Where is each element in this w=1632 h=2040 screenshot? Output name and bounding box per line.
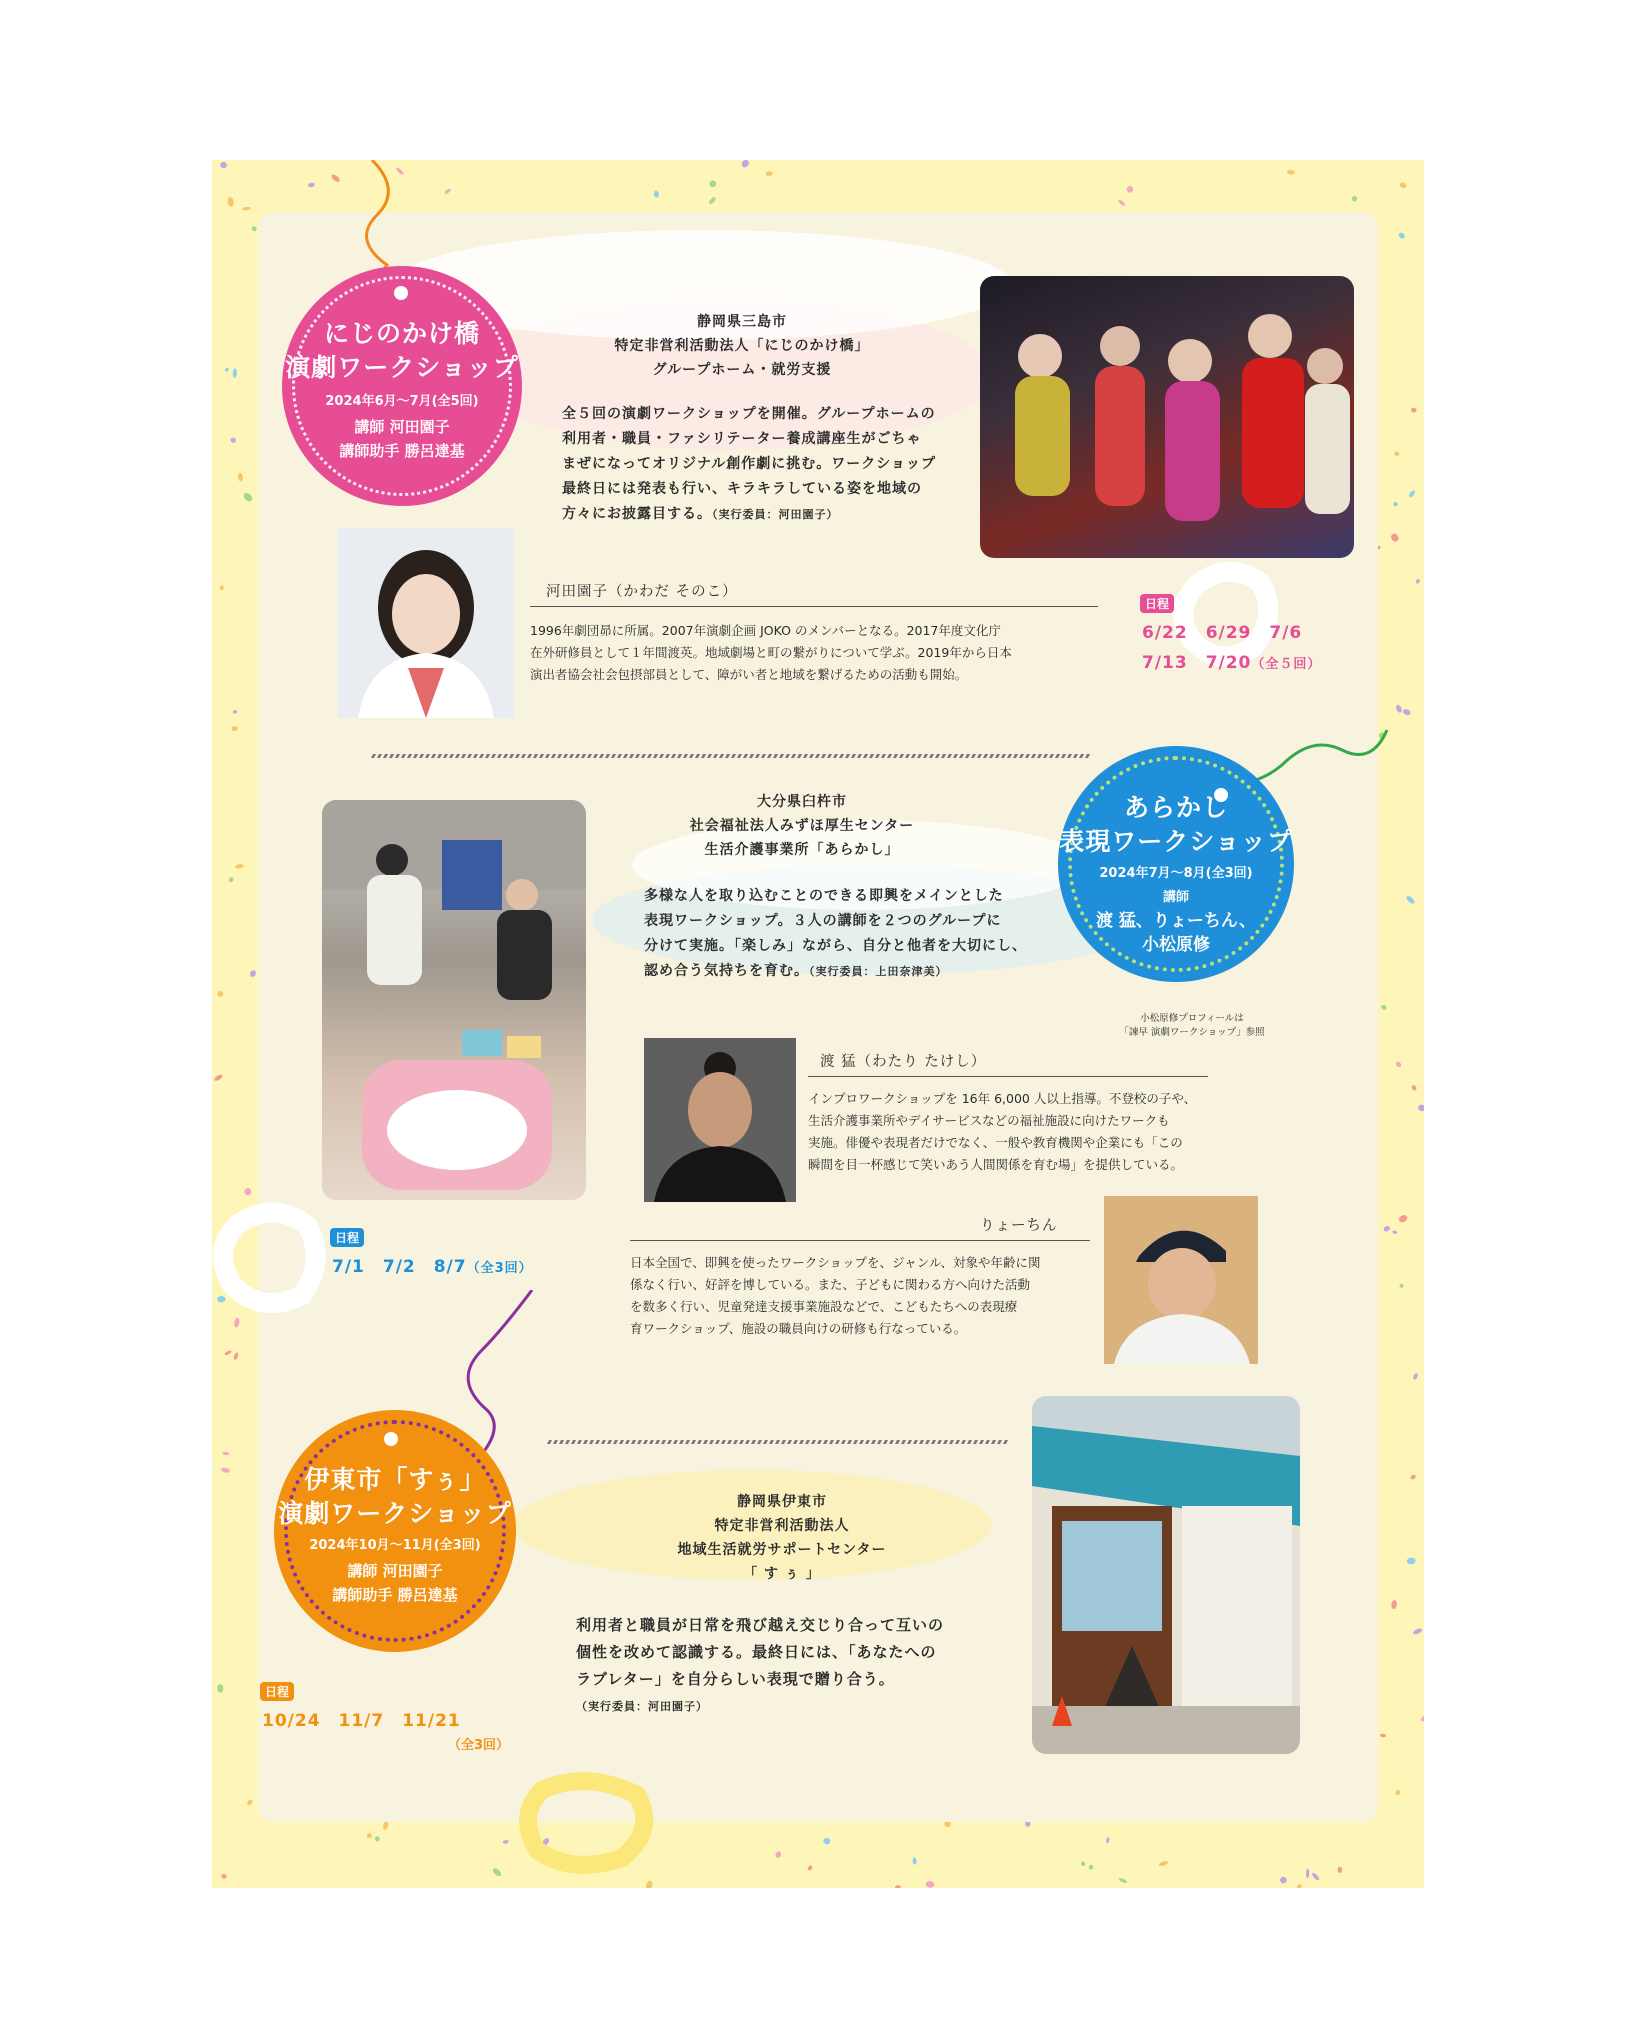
confetti-dot: [1405, 895, 1416, 905]
confetti-dot: [224, 367, 229, 372]
photo-scene: [1032, 1396, 1300, 1754]
workshop1-title-2: 演劇ワークショップ: [285, 353, 519, 382]
workshop1-schedule: [1142, 618, 1321, 680]
workshop1-group-photo: [980, 276, 1354, 558]
desc-line: 個性を改めて認識する。最終日には、「あなたへの: [576, 1643, 937, 1661]
schedule-count: （全3回）: [466, 1261, 533, 1276]
schedule-line: 7/13 7/20: [1142, 653, 1252, 673]
confetti-dot: [1392, 1230, 1398, 1235]
workshop2-org: [632, 790, 972, 862]
org-line: 社会福祉法人みずほ厚生センター: [689, 818, 915, 834]
confetti-dot: [1408, 489, 1416, 498]
confetti-dot: [366, 1833, 372, 1839]
schedule-count: （全3回）: [448, 1738, 510, 1753]
komatsubara-note: [1092, 1012, 1292, 1040]
bio-line: 実施。俳優や表現者だけでなく、一般や教育機関や企業にも「この: [808, 1135, 1183, 1150]
org-line: グループホーム・就労支援: [652, 362, 832, 378]
confetti-dot: [242, 491, 254, 503]
workshop3-schedule-label: 日程: [260, 1682, 294, 1701]
workshop3-title-2: 演劇ワークショップ: [278, 1499, 512, 1528]
confetti-dot: [1417, 1104, 1424, 1113]
confetti-dot: [308, 182, 315, 187]
confetti-dot: [242, 206, 251, 210]
org-line: 生活介護事業所「あらかし」: [704, 842, 900, 858]
portrait-figure: [338, 528, 514, 718]
tag-ring: [284, 1420, 506, 1642]
tag-hole: [394, 286, 408, 300]
workshop2-description: [644, 884, 1064, 984]
bio-line: 演出者協会社会包摂部員として、障がい者と地域を繋げるための活動も開始。: [530, 667, 968, 682]
org-line: 静岡県三島市: [697, 314, 787, 330]
confetti-dot: [503, 1840, 509, 1845]
confetti-dot: [1399, 1284, 1404, 1289]
confetti-dot: [228, 876, 235, 883]
workshop1-org: [552, 310, 932, 382]
confetti-dot: [246, 1798, 254, 1806]
bio-line: 係なく行い、好評を博している。また、子どもに関わる方へ向けた活動: [630, 1277, 1031, 1292]
workshop1-period: 2024年6月〜7月(全5回): [325, 394, 479, 409]
confetti-dot: [1287, 169, 1296, 175]
workshop1-lecturer: 講師 河田園子: [354, 418, 450, 436]
workshop3-committee: （実行委員：河田園子）: [576, 1700, 708, 1713]
confetti-dot: [1395, 704, 1403, 714]
workshop3-org: [612, 1490, 952, 1586]
confetti-dot: [492, 1867, 503, 1878]
workshop3-description: [576, 1612, 996, 1720]
workshop2-activity-photo: [322, 800, 586, 1200]
kawada-sonoko-bio: [530, 620, 1110, 686]
bio-line: 瞬間を目一杯感じて笑いあう人間関係を育む場」を提供している。: [808, 1157, 1184, 1172]
confetti-dot: [1279, 1875, 1288, 1884]
confetti-dot: [219, 161, 227, 169]
workshop2-schedule: [332, 1252, 533, 1284]
confetti-dot: [230, 437, 237, 444]
confetti-dot: [249, 969, 257, 978]
confetti-dot: [221, 1873, 227, 1879]
desc-line: 全５回の演劇ワークショップを開催。グループホームの: [562, 406, 936, 422]
workshop2-title-2: 表現ワークショップ: [1059, 827, 1293, 856]
name-underline: [808, 1076, 1208, 1077]
confetti-dot: [740, 160, 750, 169]
schedule-line: 6/22 6/29 7/6: [1142, 623, 1303, 643]
confetti-dot: [1380, 1004, 1387, 1011]
confetti-dot: [330, 173, 341, 183]
confetti-dot: [1127, 186, 1134, 193]
confetti-dot: [224, 1350, 232, 1356]
watari-takeshi-portrait: [644, 1038, 796, 1202]
org-line: 特定非営利活動法人: [714, 1518, 850, 1534]
workshop3-period: 2024年10月〜11月(全3回): [309, 1538, 481, 1553]
confetti-dot: [895, 1885, 901, 1888]
confetti-dot: [1296, 1883, 1303, 1888]
workshop1-assistant: 講師助手 勝呂達基: [339, 442, 465, 460]
workshop3-title-1: 伊東市「すぅ」: [304, 1465, 486, 1494]
confetti-dot: [233, 368, 237, 378]
tag-hole: [384, 1432, 398, 1446]
schedule-count: （全５回）: [1251, 657, 1322, 672]
confetti-dot: [708, 196, 717, 205]
confetti-dot: [1402, 708, 1411, 716]
bio-line: を数多く行い、児童発達支援事業施設などで、こどもたちへの表現療: [630, 1299, 1018, 1314]
ryochin-name: りょーちん: [980, 1218, 1058, 1234]
confetti-dot: [251, 225, 258, 232]
org-line: 大分県臼杵市: [757, 794, 847, 810]
desc-line: まぜになってオリジナル創作劇に挑む。ワークショップ: [562, 456, 937, 472]
photo-scene: [322, 800, 586, 1200]
org-line: 静岡県伊東市: [737, 1494, 827, 1510]
confetti-dot: [1390, 532, 1401, 543]
ryochin-portrait: [1104, 1196, 1258, 1364]
photo-silhouettes: [980, 276, 1354, 558]
confetti-dot: [244, 1188, 252, 1196]
confetti-dot: [231, 726, 238, 732]
confetti-dot: [1380, 1733, 1387, 1737]
confetti-dot: [1398, 1214, 1409, 1224]
bio-line: 在外研修員として１年間渡英。地域劇場と町の繋がりについて学ぶ。2019年から日本: [530, 645, 1012, 660]
confetti-dot: [217, 1684, 224, 1693]
confetti-dot: [233, 1352, 239, 1360]
confetti-dot: [1383, 1225, 1391, 1233]
desc-line: 認め合う気持ちを育む。: [644, 963, 809, 979]
workshop3-assistant: 講師助手 勝呂達基: [332, 1586, 458, 1604]
confetti-dot: [1106, 1837, 1110, 1844]
portrait-figure: [1104, 1196, 1258, 1364]
workshop1-tag: [282, 266, 522, 506]
confetti-dot: [912, 1857, 916, 1865]
workshop1-description: [562, 402, 962, 527]
workshop2-committee: （実行委員：上田奈津美）: [809, 965, 948, 978]
desc-line: 多様な人を取り込むことのできる即興をメインとした: [644, 888, 1004, 904]
kawada-sonoko-portrait: [338, 528, 514, 718]
confetti-dot: [1395, 1789, 1402, 1796]
confetti-dot: [766, 171, 773, 176]
bio-line: 生活介護事業所やデイサービスなどの福祉施設に向けたワークも: [808, 1113, 1170, 1128]
confetti-dot: [1337, 1867, 1342, 1874]
bio-line: 日本全国で、即興を使ったワークショップを、ジャンル、対象や年齢に関: [630, 1255, 1041, 1270]
tag-ring: [292, 276, 512, 496]
workshop2-period: 2024年7月〜8月(全3回): [1099, 866, 1253, 881]
watari-takeshi-bio: [808, 1088, 1248, 1176]
desc-line: 利用者と職員が日常を飛び越え交じり合って互いの: [576, 1616, 945, 1634]
confetti-dot: [1088, 1864, 1094, 1870]
confetti-dot: [374, 1835, 381, 1842]
confetti-dot: [1351, 195, 1358, 202]
decor-ring-2: [212, 1200, 332, 1320]
workshop1-schedule-label: 日程: [1140, 594, 1174, 613]
workshop3-storefront-photo: [1032, 1396, 1300, 1754]
confetti-dot: [1306, 1869, 1309, 1879]
workshop1-title-1: にじのかけ橋: [323, 319, 480, 348]
confetti-dot: [222, 1451, 229, 1455]
confetti-dot: [1395, 1061, 1402, 1068]
confetti-dot: [708, 179, 717, 188]
confetti-dot: [1158, 1860, 1168, 1867]
org-line: 特定非営利活動法人「にじのかけ橋」: [614, 338, 870, 354]
section-divider: [547, 1440, 1009, 1444]
kawada-sonoko-name: 河田園子（かわだ そのこ）: [546, 584, 738, 600]
confetti-dot: [1410, 1474, 1417, 1480]
desc-line: 利用者・職員・ファシリテーター養成講座生がごちゃ: [562, 431, 922, 447]
desc-line: 分けて実施。「楽しみ」ながら、自分と他者を大切にし、: [644, 938, 1027, 954]
confetti-dot: [1420, 1715, 1424, 1722]
confetti-dot: [1398, 231, 1406, 239]
desc-line: ラブレター」を自分らしい表現で贈り合う。: [576, 1670, 895, 1688]
confetti-dot: [227, 197, 235, 208]
confetti-dot: [213, 1073, 223, 1082]
confetti-dot: [444, 188, 452, 195]
name-underline: [630, 1240, 1090, 1241]
workshop3-lecturer: 講師 河田園子: [347, 1562, 443, 1580]
confetti-dot: [1407, 1557, 1416, 1564]
confetti-dot: [1118, 199, 1126, 207]
workshop2-lecturer-label: 講師: [1162, 890, 1189, 905]
confetti-dot: [1080, 1861, 1086, 1867]
bio-line: 育ワークショップ、施設の職員向けの研修も行なっている。: [630, 1321, 967, 1336]
confetti-dot: [235, 864, 244, 870]
confetti-dot: [1394, 451, 1400, 457]
confetti-dot: [221, 1467, 231, 1473]
bio-line: インプロワークショップを 16年 6,000 人以上指導。不登校の子や、: [808, 1091, 1197, 1106]
confetti-dot: [1399, 181, 1407, 189]
workshop2-lecturers-2: 小松原修: [1142, 935, 1210, 955]
confetti-dot: [382, 1821, 389, 1831]
confetti-dot: [1411, 407, 1417, 413]
watari-takeshi-name: 渡 猛（わたり たけし）: [820, 1054, 987, 1070]
name-underline: [530, 606, 1098, 607]
workshop2-title-1: あらかし: [1123, 793, 1228, 822]
confetti-dot: [925, 1881, 934, 1888]
workshop2-tag: [1058, 746, 1294, 982]
schedule-line: 7/1 7/2 8/7: [332, 1257, 467, 1277]
workshop1-committee: （実行委員：河田園子）: [712, 508, 839, 521]
desc-line: 最終日には発表も行い、キラキラしている姿を地域の: [562, 481, 922, 497]
flyer-sheet: [212, 160, 1424, 1888]
confetti-dot: [822, 1837, 831, 1846]
confetti-dot: [1392, 501, 1398, 507]
confetti-dot: [1412, 1627, 1423, 1635]
confetti-dot: [1411, 1084, 1418, 1091]
confetti-dot: [219, 585, 225, 591]
org-line: 「 す ぅ 」: [743, 1566, 821, 1582]
ryochin-bio: [630, 1252, 1110, 1340]
org-line: 地域生活就労サポートセンター: [677, 1542, 887, 1558]
workshop2-schedule-label: 日程: [330, 1228, 364, 1247]
section-divider: [371, 754, 1093, 758]
confetti-dot: [1311, 1872, 1320, 1881]
note-line: 「諫早 演劇ワークショップ」参照: [1119, 1027, 1265, 1038]
confetti-dot: [237, 473, 243, 482]
confetti-dot: [775, 1850, 783, 1858]
workshop3-tag: [274, 1410, 516, 1652]
confetti-dot: [645, 1880, 654, 1888]
confetti-dot: [1415, 578, 1420, 584]
confetti-dot: [807, 1865, 813, 1872]
confetti-dot: [653, 190, 659, 198]
portrait-figure: [644, 1038, 796, 1202]
confetti-dot: [1412, 1373, 1418, 1381]
confetti-dot: [1391, 1600, 1398, 1610]
note-line: 小松原修プロフィールは: [1140, 1013, 1244, 1024]
workshop2-lecturers-1: 渡 猛、りょーちん、: [1096, 911, 1256, 931]
confetti-dot: [216, 990, 224, 998]
confetti-dot: [232, 710, 237, 715]
decor-ring-3: [512, 1770, 662, 1880]
bio-line: 1996年劇団昴に所属。2007年演劇企画 JOKO のメンバーとなる。2017年度文化庁: [530, 623, 1001, 638]
workshop3-schedule: 10/24 11/7 11/21: [262, 1711, 461, 1731]
desc-line: 表現ワークショップ。３人の講師を２つのグループに: [644, 913, 1002, 929]
confetti-dot: [1118, 1877, 1127, 1884]
desc-line: 方々にお披露目する。: [562, 506, 712, 522]
